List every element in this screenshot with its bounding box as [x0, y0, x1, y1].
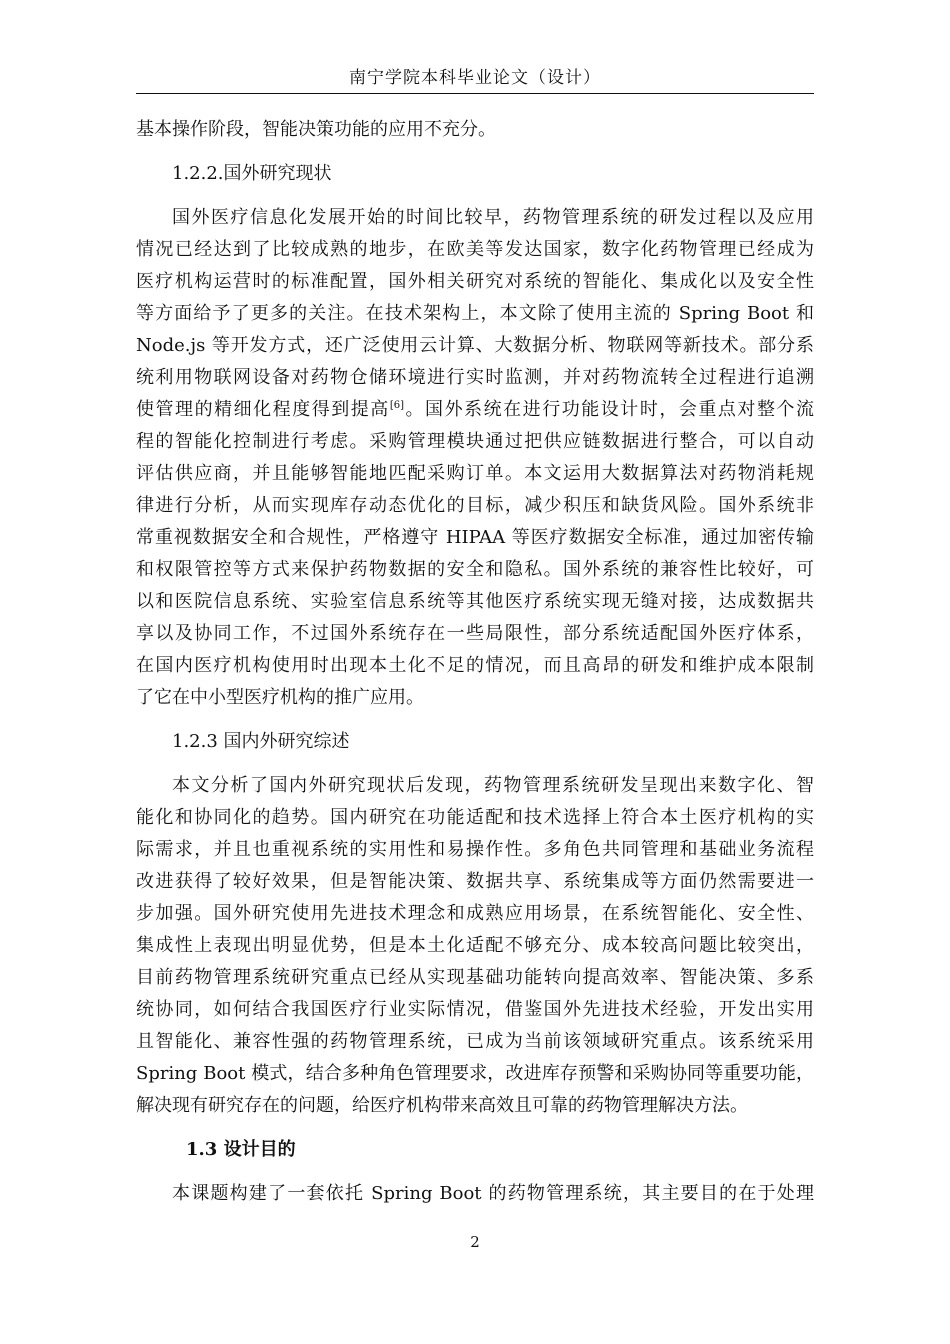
paragraph-line: 和权限管控等方式来保护药物数据的安全和隐私。国外系统的兼容性比较好，可: [136, 559, 814, 580]
body-text-line: 基本操作阶段，智能决策功能的应用不充分。: [136, 119, 496, 140]
paragraph-line: 评估供应商，并且能够智能地匹配采购订单。本文运用大数据算法对药物消耗规: [136, 463, 814, 484]
paragraph-line: [136, 394, 814, 426]
paragraph-line: 律进行分析，从而实现库存动态优化的目标，减少积压和缺货风险。国外系统非: [136, 495, 814, 516]
paragraph-line: 本课题构建了一套依托 Spring Boot 的药物管理系统，其主要目的在于处理: [172, 1183, 814, 1204]
paragraph-line: 际需求，并且也重视系统的实用性和易操作性。多角色共同管理和基础业务流程: [136, 839, 814, 860]
paragraph-line: Node.js 等开发方式，还广泛使用云计算、大数据分析、物联网等新技术。部分系: [136, 335, 814, 356]
header-rule: [136, 93, 814, 94]
paragraph-line: 统协同，如何结合我国医疗行业实际情况，借鉴国外先进技术经验，开发出实用: [136, 999, 814, 1020]
paragraph-line: 情况已经达到了比较成熟的地步，在欧美等发达国家，数字化药物管理已经成为: [136, 239, 814, 260]
paragraph-line: 目前药物管理系统研究重点已经从实现基础功能转向提高效率、智能决策、多系: [136, 967, 814, 988]
section-heading-1-2-3: 1.2.3 国内外研究综述: [172, 731, 350, 752]
paragraph-line: 集成性上表现出明显优势，但是本土化适配不够充分、成本较高问题比较突出，: [136, 935, 814, 956]
paragraph-line: 本文分析了国内外研究现状后发现，药物管理系统研发呈现出来数字化、智: [172, 775, 814, 796]
paragraph-line-text: 。国外系统在进行功能设计时，会重点对整个流: [404, 399, 814, 420]
paragraph-line: 医疗机构运营时的标准配置，国外相关研究对系统的智能化、集成化以及安全性: [136, 271, 814, 292]
paragraph-line: 国外医疗信息化发展开始的时间比较早，药物管理系统的研发过程以及应用: [172, 207, 814, 228]
paragraph-line: 统利用物联网设备对药物仓储环境进行实时监测，并对药物流转全过程进行追溯: [136, 367, 814, 388]
paragraph-line: 等方面给予了更多的关注。在技术架构上，本文除了使用主流的 Spring Boot 和: [136, 303, 814, 324]
section-heading-1-3: 1.3 设计目的: [186, 1139, 296, 1160]
paragraph-line: 了它在中小型医疗机构的推广应用。: [136, 687, 424, 708]
page-number: 2: [470, 1233, 480, 1251]
paragraph-line: 且智能化、兼容性强的药物管理系统，已成为当前该领域研究重点。该系统采用: [136, 1031, 814, 1052]
paragraph-line: 享以及协同工作，不过国外系统存在一些局限性，部分系统适配国外医疗体系，: [136, 623, 814, 644]
page-header: 南宁学院本科毕业论文（设计）: [349, 68, 601, 88]
citation-reference: [6]: [389, 400, 404, 411]
section-heading-1-2-2: 1.2.2.国外研究现状: [172, 163, 332, 184]
paragraph-line: 以和医院信息系统、实验室信息系统等其他医疗系统实现无缝对接，达成数据共: [136, 591, 814, 612]
paragraph-line: 步加强。国外研究使用先进技术理念和成熟应用场景，在系统智能化、安全性、: [136, 903, 814, 924]
paragraph-line: 常重视数据安全和合规性，严格遵守 HIPAA 等医疗数据安全标准，通过加密传输: [136, 527, 814, 548]
paragraph-line: Spring Boot 模式，结合多种角色管理要求，改进库存预警和采购协同等重要功能，: [136, 1063, 814, 1084]
paragraph-line-text: 使管理的精细化程度得到提高: [136, 399, 390, 420]
paragraph-line: 改进获得了较好效果，但是智能决策、数据共享、系统集成等方面仍然需要进一: [136, 871, 814, 892]
paragraph-line: 程的智能化控制进行考虑。采购管理模块通过把供应链数据进行整合，可以自动: [136, 431, 814, 452]
paragraph-line: 能化和协同化的趋势。国内研究在功能适配和技术选择上符合本土医疗机构的实: [136, 807, 814, 828]
paragraph-line: 解决现有研究存在的问题，给医疗机构带来高效且可靠的药物管理解决方法。: [136, 1095, 748, 1116]
paragraph-line: 在国内医疗机构使用时出现本土化不足的情况，而且高昂的研发和维护成本限制: [136, 655, 814, 676]
